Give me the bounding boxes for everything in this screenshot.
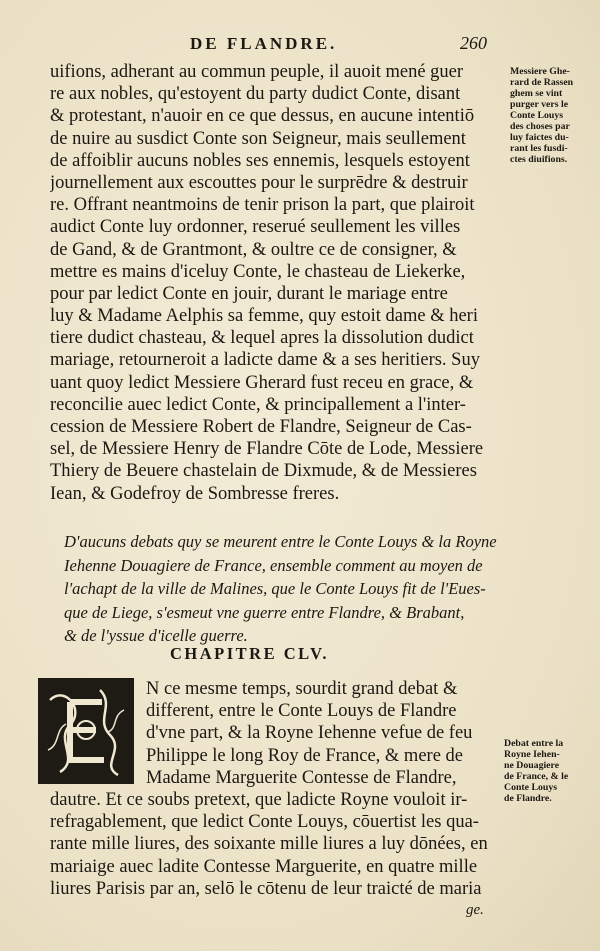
margin-note-line: ne Douagiere bbox=[504, 760, 560, 771]
text-line: cession de Messiere Robert de Flandre, Seigneur de Cas- bbox=[50, 417, 472, 437]
margin-note-rassenghem bbox=[510, 66, 598, 165]
margin-note-debat bbox=[504, 738, 592, 804]
text-line: reconcilie auec ledict Conte, & principallement a l'inter- bbox=[50, 394, 466, 415]
chapter-heading: CHAPITRE CLV. bbox=[170, 644, 330, 663]
text-line: & protestant, n'auoir en ce que dessus, en aucune intentiō bbox=[50, 106, 475, 127]
text-line: N ce mesme temps, sourdit grand debat & bbox=[146, 679, 458, 699]
text-line: mettre es mains d'iceluy Conte, le chasteau de Liekerke, bbox=[50, 261, 466, 282]
text-line: mariaige auec ladite Contesse Marguerite, en quatre mille bbox=[50, 856, 478, 877]
text-line: uant quoy ledict Messiere Gherard fust receu en grace, & bbox=[50, 372, 474, 393]
text-line: audict Conte luy ordonner, reserué seullement les villes bbox=[50, 217, 461, 238]
margin-note-line: ctes diuifions. bbox=[510, 154, 568, 165]
text-line: Iean, & Godefroy de Sombresse freres. bbox=[50, 483, 340, 504]
summary-line: & de l'yssue d'icelle guerre. bbox=[64, 626, 248, 645]
summary-line: l'achapt de la ville de Malines, que le Conte Louys fit de l'Eues- bbox=[64, 579, 486, 598]
text-line: sel, de Messiere Henry de Flandre Cōte de Lode, Messiere bbox=[50, 439, 484, 460]
margin-note-line: rard de Rassen bbox=[510, 77, 574, 88]
text-line: different, entre le Conte Louys de Flandre bbox=[146, 701, 457, 722]
text-line: de nuire au susdict Conte son Seigneur, mais seullement bbox=[50, 128, 466, 149]
text-line: de Gand, & de Grantmont, & oultre ce de consigner, & bbox=[50, 239, 457, 260]
margin-note-line: Conte Louys bbox=[504, 782, 558, 793]
body-paragraph bbox=[50, 61, 508, 505]
running-header: DE FLANDRE. bbox=[190, 34, 338, 53]
text-line: dautre. Et ce soubs pretext, que ladicte Royne vouloit ir- bbox=[50, 789, 468, 810]
text-line: d'vne part, & la Royne Iehenne vefue de feu bbox=[146, 723, 473, 744]
text-line: Madame Marguerite Contesse de Flandre, bbox=[146, 767, 457, 788]
margin-note-line: de Flandre. bbox=[504, 793, 552, 804]
text-line: luy & Madame Aelphis sa femme, quy estoit dame & heri bbox=[50, 306, 478, 327]
summary-line: D'aucuns debats quy se meurent entre le Conte Louys & la Royne bbox=[64, 532, 497, 551]
chapter-paragraph bbox=[50, 678, 508, 900]
margin-note-line: Royne Iehen- bbox=[504, 749, 560, 760]
text-line: Thiery de Beuere chastelain de Dixmude, & de Messieres bbox=[50, 461, 477, 482]
text-line: uifions, adherant au commun peuple, il auoit mené guer bbox=[50, 62, 464, 82]
margin-note-line: ghem se vint bbox=[510, 88, 563, 99]
summary-line: que de Liege, s'esmeut vne guerre entre Flandre, & Brabant, bbox=[64, 602, 465, 622]
text-line: re aux nobles, qu'estoyent du party dudict Conte, disant bbox=[50, 84, 461, 105]
margin-note-line: de France, & le bbox=[504, 771, 569, 782]
text-line: de affoiblir aucuns nobles ses ennemis, lesquels estoyent bbox=[50, 150, 470, 171]
text-line: journellement aux escouttes pour le surprēdre & destruir bbox=[50, 172, 468, 193]
text-line: pour par ledict Conte en jouir, durant le mariage entre bbox=[50, 283, 448, 304]
margin-note-line: rant les fusdi- bbox=[510, 143, 568, 154]
text-line: re. Offrant neantmoins de tenir prison la part, que plairoit bbox=[50, 195, 475, 216]
margin-note-line: des choses par bbox=[510, 121, 570, 132]
text-line: refragablement, que ledict Conte Louys, cōuertist les qua- bbox=[50, 812, 479, 833]
margin-note-line: purger vers le bbox=[510, 99, 569, 110]
text-line: rante mille liures, des soixante mille liures a luy dōnées, en bbox=[50, 834, 488, 855]
margin-note-line: Debat entre la bbox=[504, 738, 564, 749]
page-number: 260 bbox=[460, 33, 487, 53]
chapter-summary bbox=[64, 530, 504, 648]
summary-line: Iehenne Douagiere de France, ensemble comment au moyen de bbox=[64, 555, 483, 575]
text-line: Philippe le long Roy de France, & mere de bbox=[146, 745, 463, 766]
margin-note-line: luy faictes du- bbox=[510, 132, 569, 143]
text-line: mariage, retourneroit a ladicte dame & a ses heritiers. Suy bbox=[50, 350, 480, 371]
text-line: liures Parisis par an, selō le cōtenu de leur traicté de maria bbox=[50, 878, 482, 899]
text-line: tiere dudict chasteau, & lequel apres la dissolution dudict bbox=[50, 328, 474, 349]
margin-note-line: Messiere Ghe- bbox=[510, 66, 570, 77]
catchword: ge. bbox=[466, 902, 484, 918]
margin-note-line: Conte Louys bbox=[510, 110, 564, 121]
